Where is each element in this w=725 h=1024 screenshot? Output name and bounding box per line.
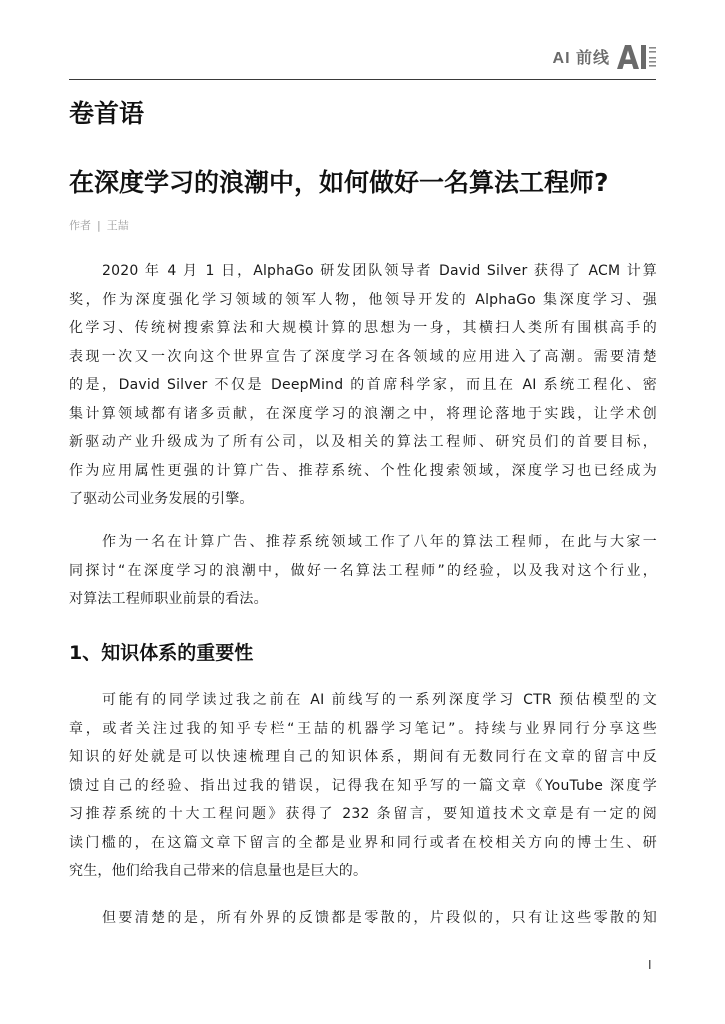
paragraph-line: 了驱动公司业务发展的引擎。 xyxy=(69,491,254,507)
paragraph-line: 的是，David Silver 不仅是 DeepMind 的首席科学家，而且在 AI 系统工程化、密 xyxy=(69,377,657,393)
byline-label: 作者 xyxy=(69,219,91,232)
paragraph-intro xyxy=(69,257,657,514)
brand-logo-icon xyxy=(616,44,658,70)
paragraph-line: 对算法工程师职业前景的看法。 xyxy=(69,591,268,607)
paragraph-line: 集计算领域都有诸多贡献，在深度学习的浪潮之中，将理论落地于实践，让学术创 xyxy=(69,405,657,422)
page-number: I xyxy=(648,958,652,972)
paragraph-knowledge xyxy=(69,686,657,886)
paragraph-line: 表现一次又一次向这个世界宣告了深度学习在各领域的应用进入了高潮。需要清楚 xyxy=(69,348,657,365)
byline-author: 王喆 xyxy=(106,219,129,232)
paragraph-line: 馈过自己的经验、指出过我的错误，记得我在知乎写的一篇文章《YouTube 深度学 xyxy=(69,777,657,794)
paragraph-feedback xyxy=(69,904,657,933)
brand-text: AI 前线 xyxy=(552,50,610,67)
paragraph-line: 知识的好处就是可以快速梳理自己的知识体系，期间有无数同行在文章的留言中反 xyxy=(69,749,657,765)
paragraph-line: 习推荐系统的十大工程问题》获得了 232 条留言，要知道技术文章是有一定的阅 xyxy=(69,806,657,822)
paragraph-line: 读门槛的，在这篇文章下留言的全都是业界和同行或者在校相关方向的博士生、研 xyxy=(69,834,657,851)
section-heading-knowledge-system: 1、知识体系的重要性 xyxy=(69,642,254,664)
header-divider xyxy=(69,79,656,80)
header-brand xyxy=(553,44,658,70)
paragraph-line: 2020 年 4 月 1 日，AlphaGo 研发团队领导者 David Silver 获得了 ACM 计算 xyxy=(102,263,657,279)
paragraph-line: 但要清楚的是，所有外界的反馈都是零散的，片段似的，只有让这些零散的知 xyxy=(102,910,657,926)
paragraph-line: 同探讨“在深度学习的浪潮中，做好一名算法工程师”的经验，以及我对这个行业， xyxy=(69,562,657,579)
paragraph-line: 化学习、传统树搜索算法和大规模计算的思想为一身，其横扫人类所有围棋高手的 xyxy=(69,320,657,336)
paragraph-line: 作为一名在计算广告、推荐系统领域工作了八年的算法工程师，在此与大家一 xyxy=(102,534,657,550)
byline xyxy=(69,217,129,235)
paragraph-line: 作为应用属性更强的计算广告、推荐系统、个性化搜索领域，深度学习也已经成为 xyxy=(69,462,657,479)
paragraph-line: 章，或者关注过我的知乎专栏“王喆的机器学习笔记”。持续与业界同行分享这些 xyxy=(69,720,657,737)
paragraph-line: 新驱动产业升级成为了所有公司，以及相关的算法工程师、研究员们的首要目标， xyxy=(69,434,657,450)
paragraph-line: 究生，他们给我自己带来的信息量也是巨大的。 xyxy=(69,863,368,879)
paragraph-line: 可能有的同学读过我之前在 AI 前线写的一系列深度学习 CTR 预估模型的文 xyxy=(102,692,657,708)
paragraph-line: 奖，作为深度强化学习领域的领军人物，他领导开发的 AlphaGo 集深度学习、强 xyxy=(69,291,657,308)
article-title: 在深度学习的浪潮中，如何做好一名算法工程师? xyxy=(69,168,609,197)
byline-separator: | xyxy=(97,219,101,232)
paragraph-experience xyxy=(69,528,657,614)
section-title: 卷首语 xyxy=(69,99,145,128)
